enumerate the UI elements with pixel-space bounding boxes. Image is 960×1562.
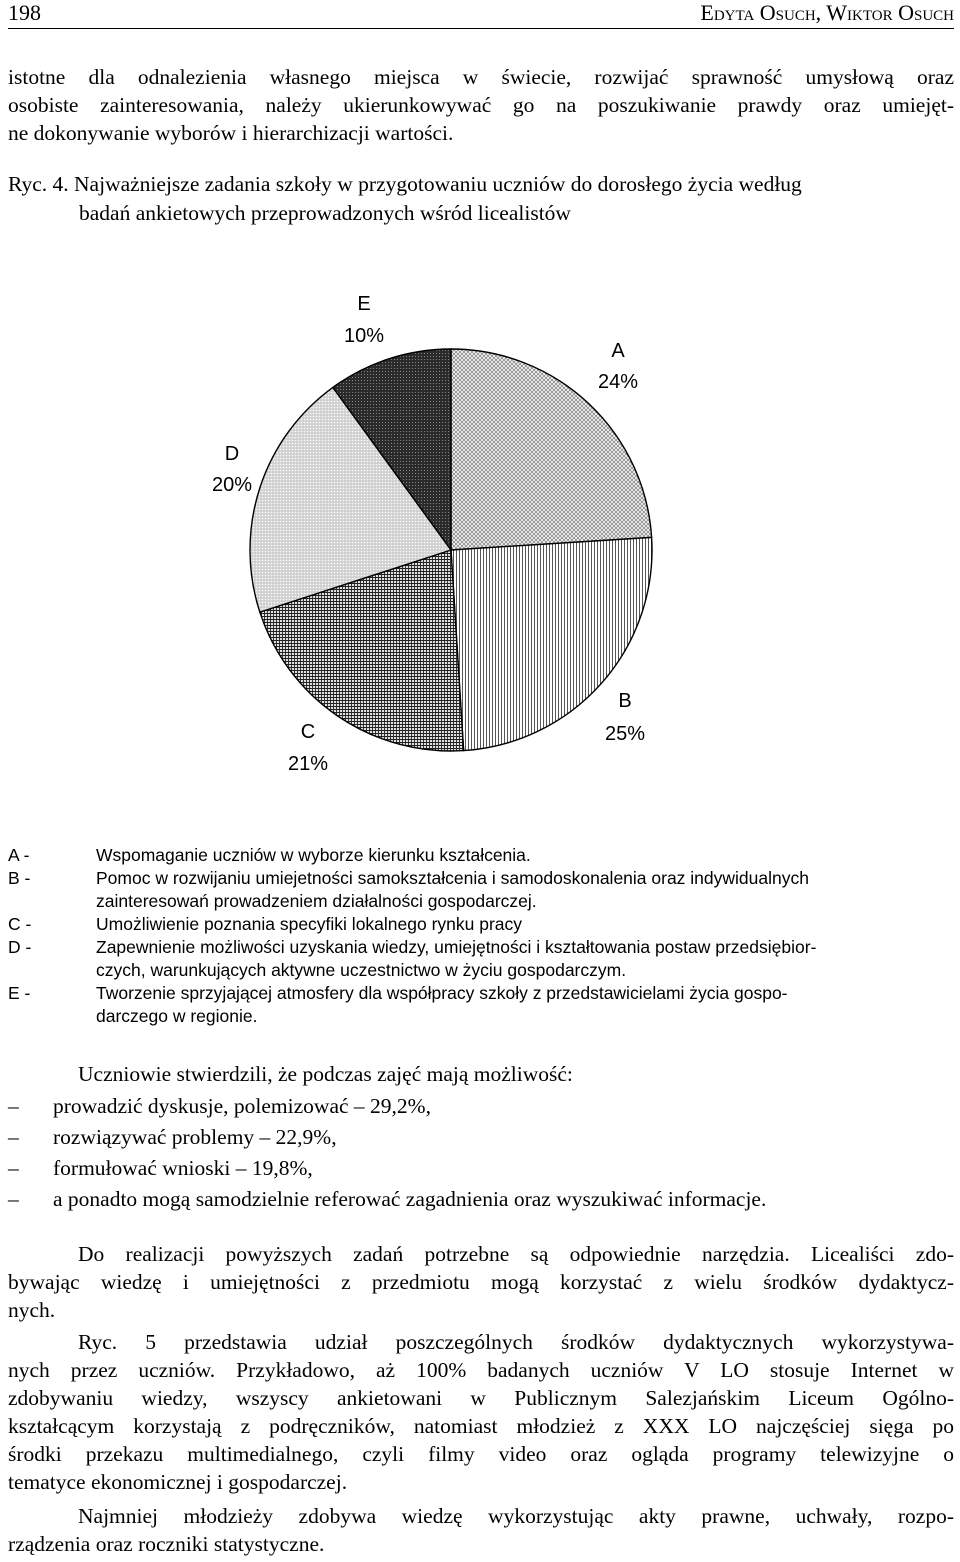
list-item-text: rozwiązywać problemy – 22,9%, [53,1125,337,1149]
dash-bullet: – [8,1187,19,1211]
text-line: zdobywaniu wiedzy, wszyscy ankietowani w Publicznym Salezjańskim Liceum Ogólno- [8,1386,954,1410]
slice-label-b: B [618,690,632,712]
text-line: bywając wiedzę i umiejętności z przedmiotu mogą korzystać z wielu środków dydaktycz- [8,1270,954,1294]
legend-text-line: Wspomaganie uczniów w wyborze kierunku kształcenia. [96,845,531,865]
list-item [8,1153,908,1184]
list-item [8,1122,908,1153]
legend-key: D - [8,937,32,957]
legend-text-line: czych, warunkujących aktywne uczestnictwo w życiu gospodarczym. [96,960,627,980]
header-rule [8,28,954,29]
legend-key: E - [8,983,31,1003]
running-title: Edyta Osuch, Wiktor Osuch [700,0,954,25]
legend-key: C - [8,914,32,934]
list-item-text: a ponadto mogą samodzielnie referować zagadnienia oraz wyszukiwać informacje. [53,1187,767,1211]
text-line: ne dokonywanie wyborów i hierarchizacji wartości. [8,121,454,145]
legend-key: B - [8,868,31,888]
legend-item-d [8,936,948,982]
legend-item-b [8,867,948,913]
text-line: Najmniej młodzieży zdobywa wiedzę wykorzystując akty prawne, uchwały, rozpo- [78,1504,954,1528]
dash-bullet: – [8,1156,19,1180]
page-header [8,0,954,28]
paragraph [8,1240,954,1324]
legend-text [96,936,948,982]
chart-legend [8,844,948,1028]
list-intro: Uczniowie stwierdzili, że podczas zajęć mają możliwość: [78,1062,573,1086]
legend-text-line: Tworzenie sprzyjającej atmosfery dla współpracy szkoły z przedstawicielami życia gospo- [96,983,788,1003]
page-number: 198 [8,0,41,25]
text-line: nych. [8,1298,56,1322]
dash-bullet: – [8,1094,19,1118]
paragraph [8,1328,954,1496]
slice-value-e: 10% [343,325,385,347]
list-item-text: prowadzić dyskusje, polemizować – 29,2%, [53,1094,431,1118]
text-line: Ryc. 5 przedstawia udział poszczególnych środków dydaktycznych wykorzystywa- [78,1330,954,1354]
list-item [8,1091,908,1122]
legend-text [96,844,948,867]
text-line: osobiste zainteresowania, należy ukierunkowywać go na poszukiwanie prawdy oraz umiejęt- [8,93,954,117]
slice-label-d: D [224,443,240,465]
slice-value-c: 21% [287,753,329,775]
caption-line: badań ankietowych przeprowadzonych wśród licealistów [79,201,571,225]
legend-text [96,867,948,913]
slice-label-e: E [357,293,371,315]
legend-text-line: Umożliwienie poznania specyfiki lokalnego rynku pracy [96,914,523,934]
slice-label-a: A [611,340,625,362]
text-line: kształcącym korzystają z podręczników, natomiast młodzież z XXX LO najczęściej sięga po [8,1414,954,1438]
legend-item-c [8,913,948,936]
legend-item-e [8,982,948,1028]
list-item-text: formułować wnioski – 19,8%, [53,1156,313,1180]
legend-text-line: darczego w regionie. [96,1006,258,1026]
legend-text-line: zainteresowań prowadzeniem działalności gospodarczej. [96,891,537,911]
pie-slice-b [451,537,652,750]
caption-line: Najważniejsze zadania szkoły w przygotowaniu uczniów do dorosłego życia według [74,172,802,196]
paragraph [8,1502,954,1558]
legend-text-line: Pomoc w rozwijaniu umiejetności samokształcenia i samodoskonalenia oraz indywidualnych [96,868,809,888]
pie-chart [0,280,960,800]
list-item [8,1184,908,1215]
legend-text [96,913,948,936]
legend-text-line: Zapewnienie możliwości uzyskania wiedzy, umiejętności i kształtowania postaw przedsiębior- [96,937,817,957]
dash-list [8,1091,908,1215]
legend-item-a [8,844,948,867]
figure-label: Ryc. 4. [8,172,69,196]
text-line: Do realizacji powyższych zadań potrzebne są odpowiednie narzędzia. Licealiści zdo- [78,1242,954,1266]
legend-key: A - [8,845,30,865]
text-line: środki przekazu multimedialnego, czyli filmy video oraz ogląda programy telewizyjne o [8,1442,954,1466]
intro-paragraph [8,63,954,147]
text-line: tematyce ekonomicznej i gospodarczej. [8,1470,348,1494]
slice-label-c: C [300,721,316,743]
legend-text [96,982,948,1028]
slice-value-b: 25% [604,723,646,745]
figure-caption [8,170,954,228]
slice-value-a: 24% [597,371,639,393]
text-line: rządzenia oraz roczniki statystyczne. [8,1532,325,1556]
slice-value-d: 20% [211,474,253,496]
text-line: istotne dla odnalezienia własnego miejsca w świecie, rozwijać sprawność umysłową oraz [8,65,954,89]
text-line: nych przez uczniów. Przykładowo, aż 100% badanych uczniów V LO stosuje Internet w [8,1358,954,1382]
dash-bullet: – [8,1125,19,1149]
